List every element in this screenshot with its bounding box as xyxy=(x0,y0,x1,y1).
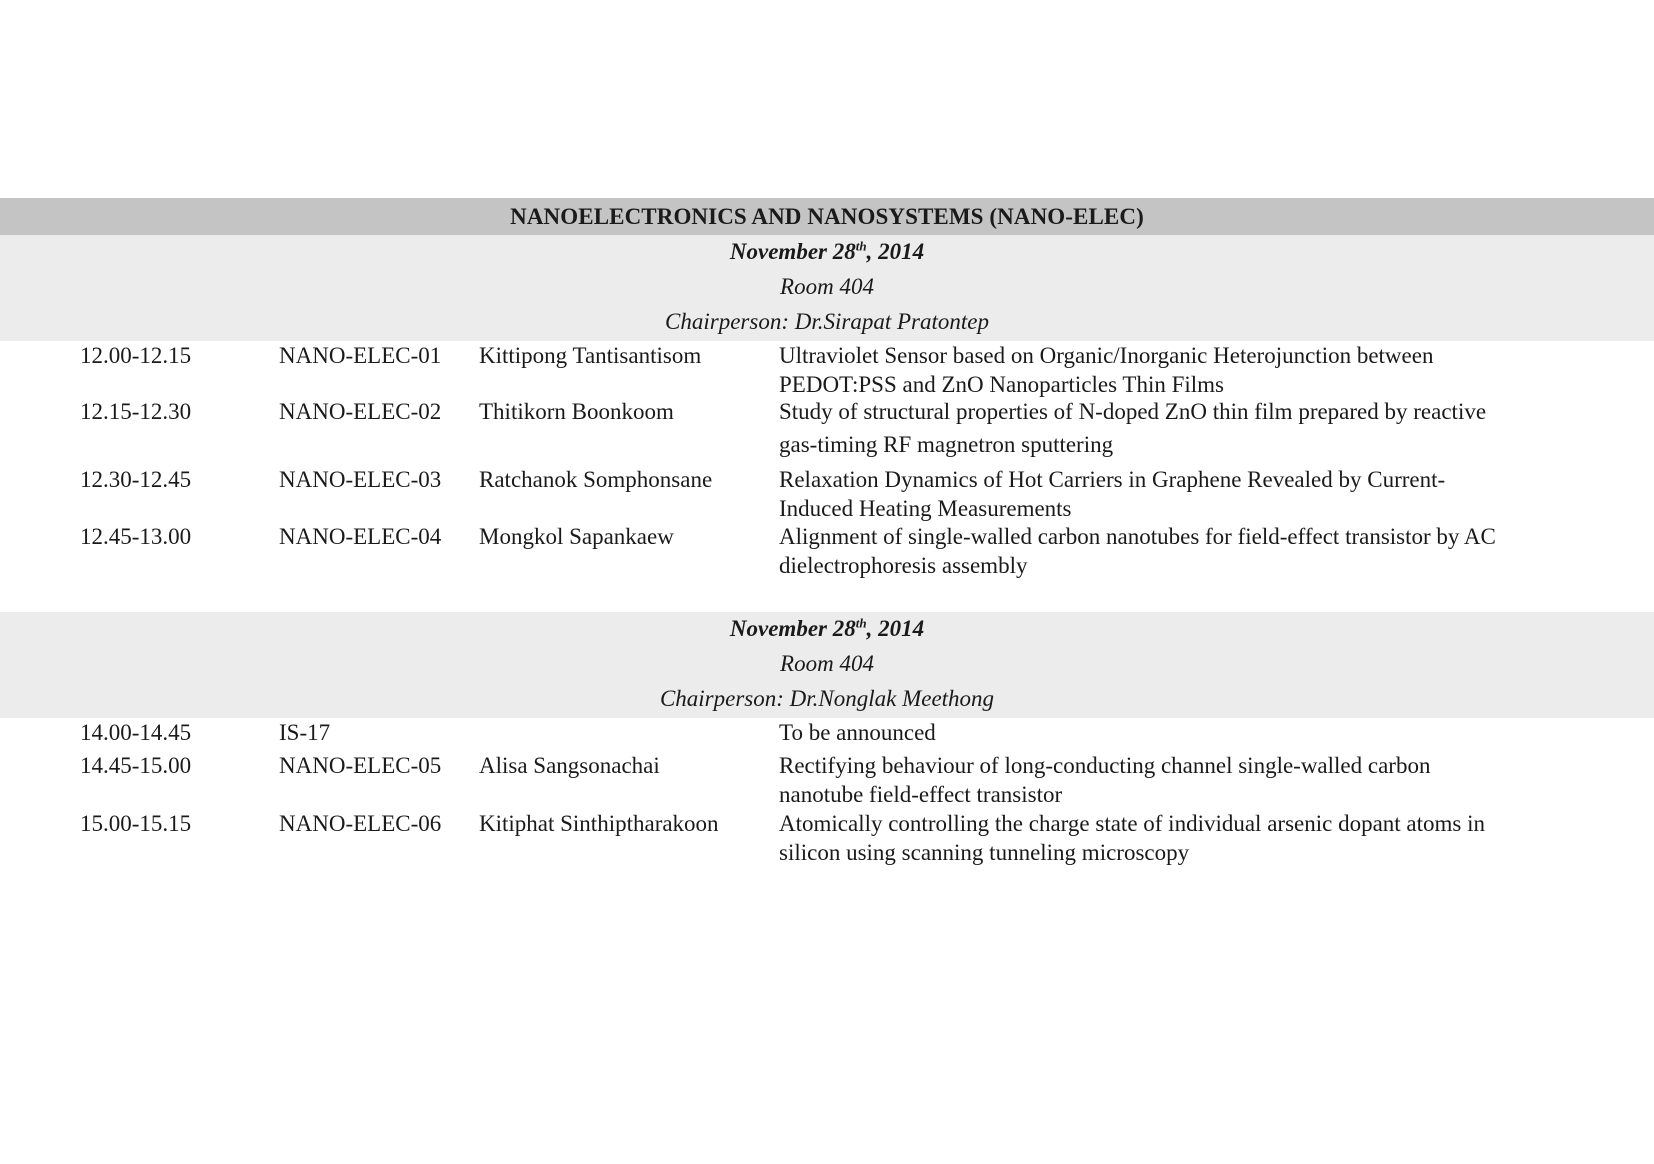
talk-time: 12.30-12.45 xyxy=(80,467,192,492)
talk-time: 12.45-13.00 xyxy=(80,524,192,549)
session-date: November 28th, 2014 xyxy=(729,615,925,641)
talk-presenter: Kitiphat Sinthiptharakoon xyxy=(479,811,719,836)
talk-code: NANO-ELEC-03 xyxy=(279,467,442,492)
talk-time: 12.15-12.30 xyxy=(80,399,192,424)
talk-time: 15.00-15.15 xyxy=(80,811,192,836)
session-date: November 28th, 2014 xyxy=(729,238,925,264)
talk-code: NANO-ELEC-04 xyxy=(279,524,442,549)
talk-code: NANO-ELEC-05 xyxy=(279,753,442,778)
talk-title: Ultraviolet Sensor based on Organic/Inorganic Heterojunction between PEDOT:PSS and ZnO Nanoparticles Thin Films xyxy=(779,343,1434,397)
talk-presenter: Thitikorn Boonkoom xyxy=(479,399,674,424)
talk-title: Study of structural properties of N-doped ZnO thin film prepared by reactive gas-timing RF magnetron sputtering xyxy=(779,399,1487,457)
talk-presenter: Mongkol Sapankaew xyxy=(479,524,674,549)
talk-presenter: Kittipong Tantisantisom xyxy=(479,343,702,368)
talk-title: To be announced xyxy=(779,720,936,745)
session-room: Room 404 xyxy=(780,274,874,299)
talk-time: 14.00-14.45 xyxy=(80,720,192,745)
talk-code: NANO-ELEC-01 xyxy=(279,343,442,368)
session-room: Room 404 xyxy=(780,651,874,676)
session-header xyxy=(0,612,1654,718)
session-chairperson: Chairperson: Dr.Nonglak Meethong xyxy=(659,686,995,711)
talk-code: NANO-ELEC-02 xyxy=(279,399,442,424)
talk-code: IS-17 xyxy=(279,720,331,745)
talk-presenter: Alisa Sangsonachai xyxy=(479,753,660,778)
session-header xyxy=(0,235,1654,341)
talk-time: 14.45-15.00 xyxy=(80,753,192,778)
talk-title: Rectifying behaviour of long-conducting channel single-walled carbon nanotube field-effect transistor xyxy=(779,753,1431,807)
talk-title: Relaxation Dynamics of Hot Carriers in Graphene Revealed by Current- Induced Heating Measurements xyxy=(779,467,1446,521)
session-chairperson: Chairperson: Dr.Sirapat Pratontep xyxy=(665,309,989,334)
talk-time: 12.00-12.15 xyxy=(80,343,192,368)
talk-presenter: Ratchanok Somphonsane xyxy=(479,467,713,492)
talk-code: NANO-ELEC-06 xyxy=(279,811,442,836)
talk-title: Alignment of single-walled carbon nanotubes for field-effect transistor by AC dielectrophoresis assembly xyxy=(779,524,1496,578)
talk-title: Atomically controlling the charge state of individual arsenic dopant atoms in silicon using scanning tunneling microscopy xyxy=(779,811,1486,865)
track-title: NANOELECTRONICS AND NANOSYSTEMS (NANO-ELEC) xyxy=(0,198,1654,235)
